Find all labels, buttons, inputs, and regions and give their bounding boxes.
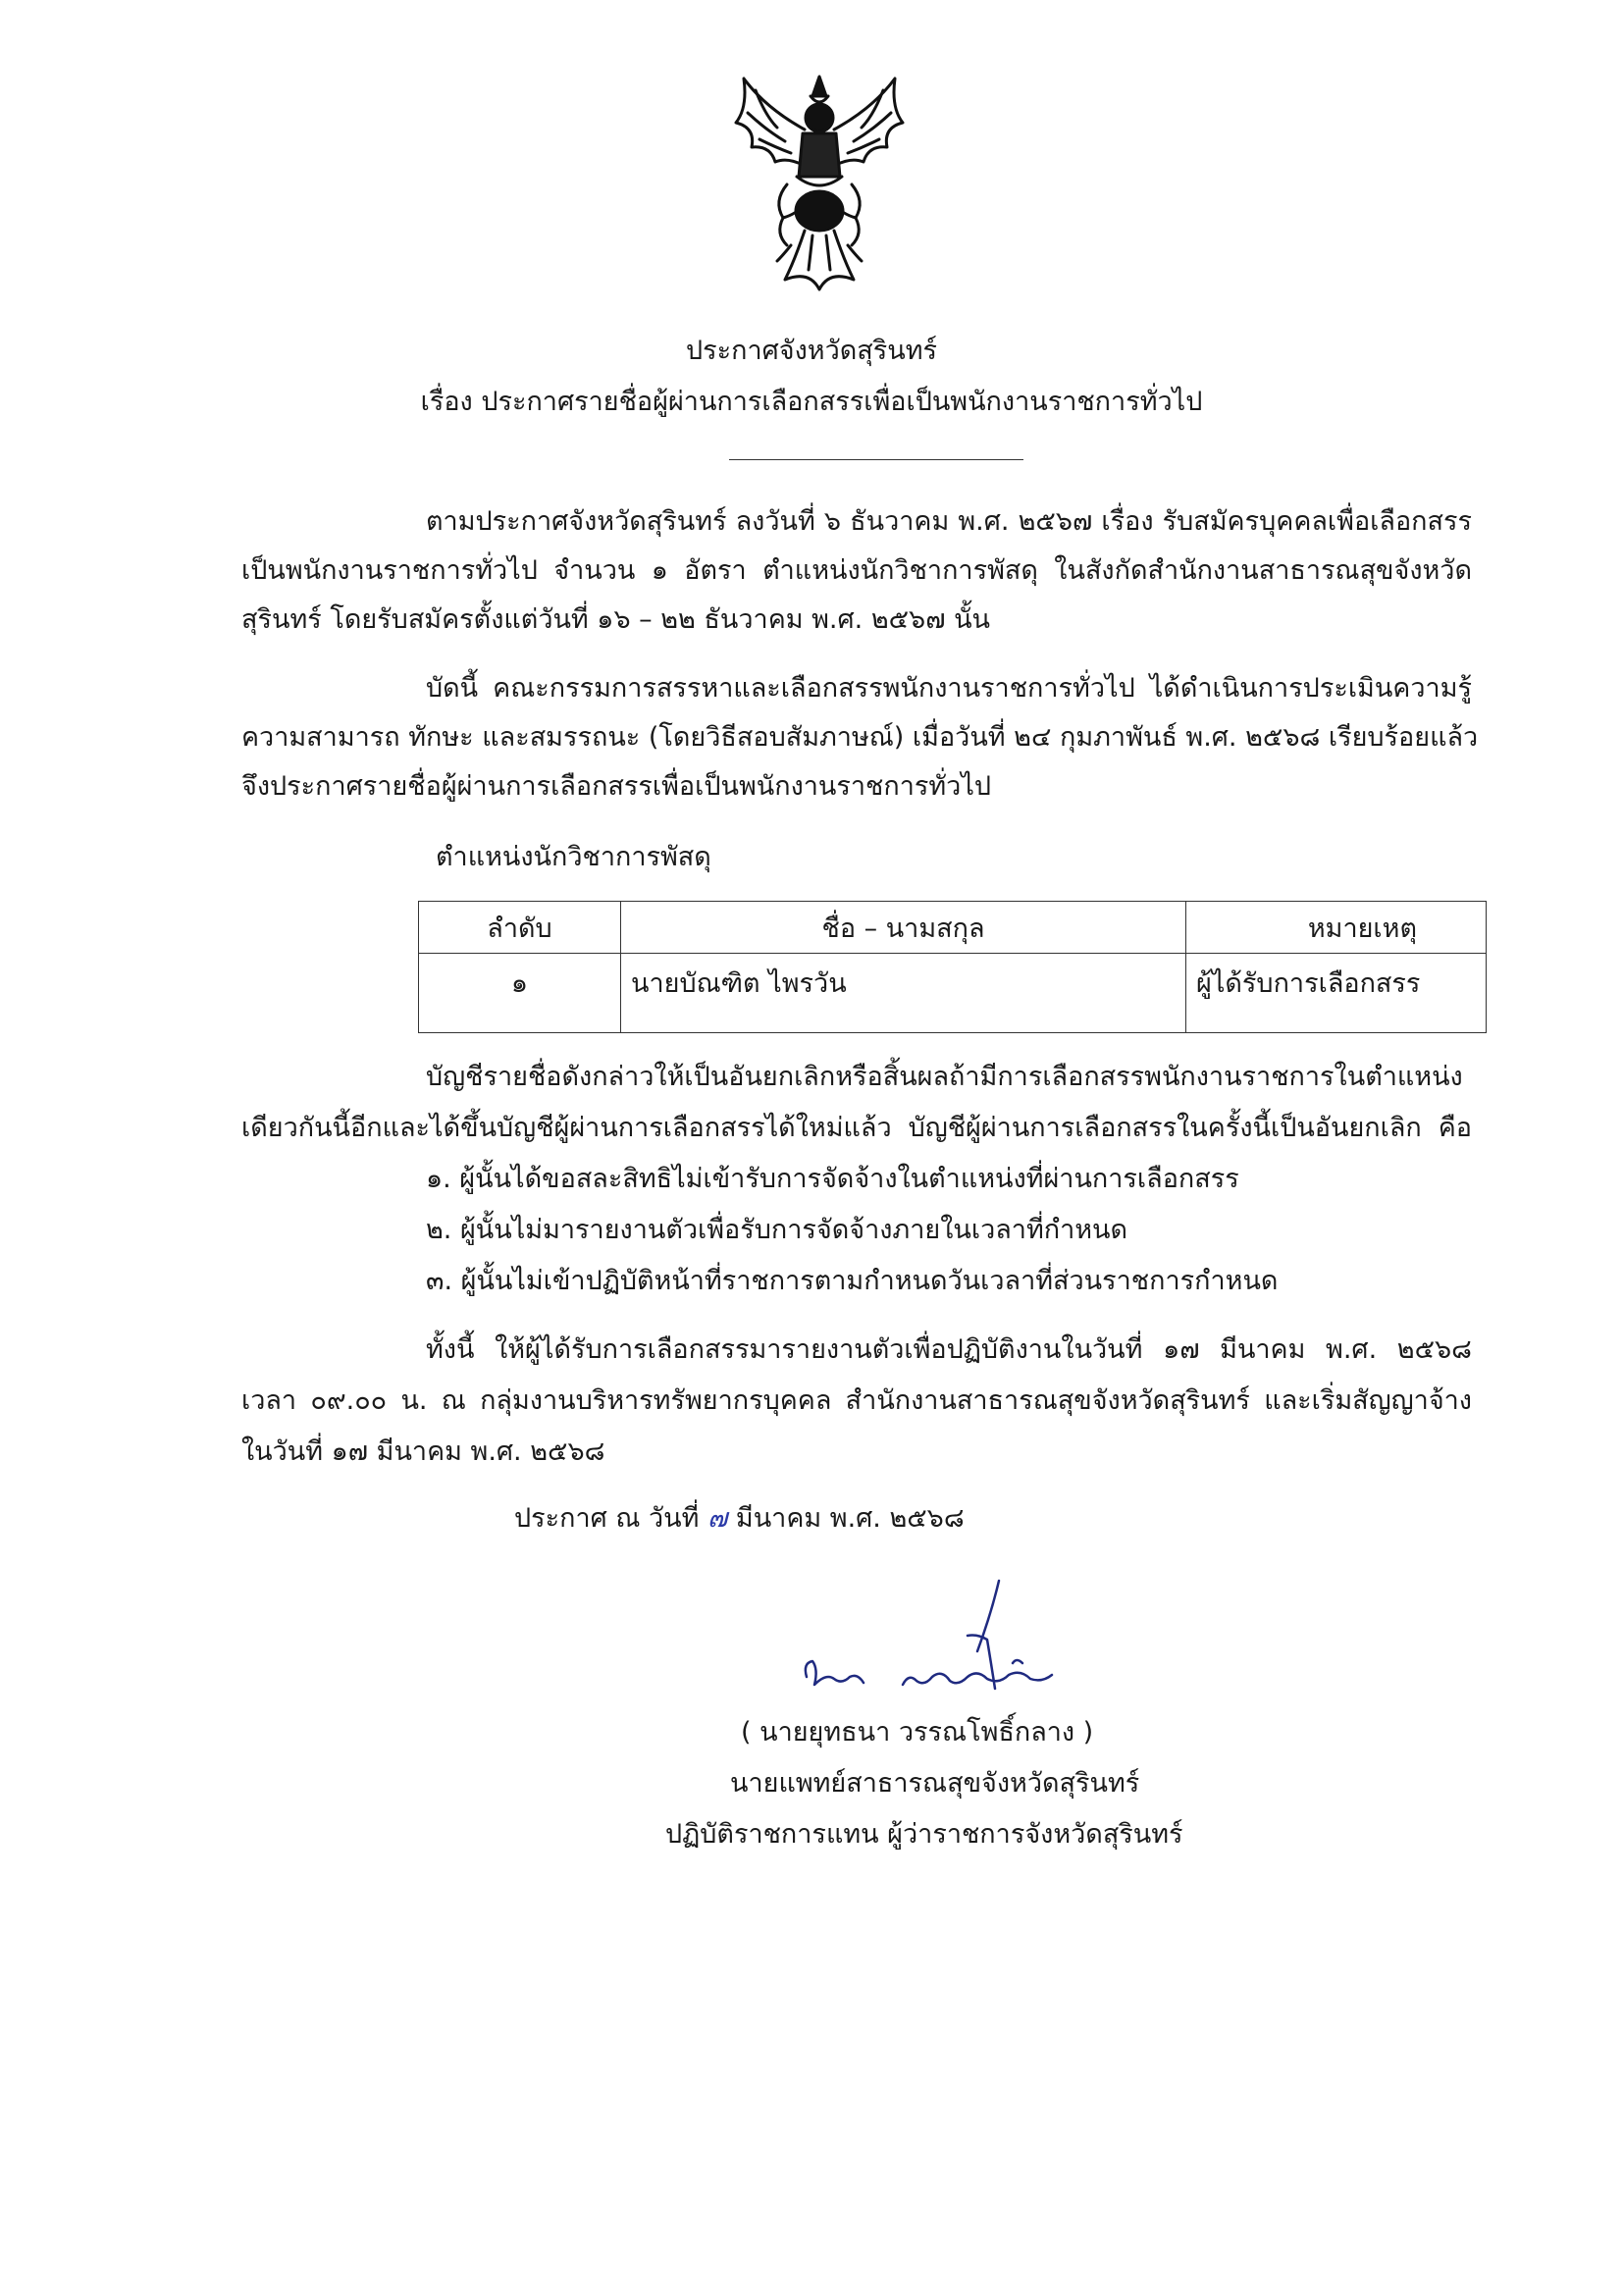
cell-order: ๑ xyxy=(419,954,621,1033)
col-header-order: ลำดับ xyxy=(419,902,621,954)
para2-line3: จึงประกาศรายชื่อผู้ผ่านการเลือกสรรเพื่อเป็นพนักงานราชการทั่วไป xyxy=(241,771,992,802)
cell-note: ผู้ได้รับการเลือกสรร xyxy=(1186,954,1487,1033)
position-heading: ตำแหน่งนักวิชาการพัสดุ xyxy=(436,842,711,872)
list-item: ๓. ผู้นั้นไม่เข้าปฏิบัติหน้าที่ราชการตามกำหนดวันเวลาที่ส่วนราชการกำหนด xyxy=(426,1266,1279,1296)
table-header-row xyxy=(419,902,1487,954)
para4-line2: เวลา ๐๙.๐๐ น. ณ กลุ่มงานบริหารทรัพยากรบุคคล สำนักงานสาธารณสุขจังหวัดสุรินทร์ และเริ่มสัญญาจ้าง xyxy=(241,1385,1472,1416)
cell-name: นายบัณฑิต ไพรวัน xyxy=(621,954,1186,1033)
para4-line3: ในวันที่ ๑๗ มีนาคม พ.ศ. ๒๕๖๘ xyxy=(241,1436,605,1467)
table-row xyxy=(419,954,1487,1033)
signatory-acting-title: ปฏิบัติราชการแทน ผู้ว่าราชการจังหวัดสุรินทร์ xyxy=(665,1819,1183,1850)
announcement-subject: เรื่อง ประกาศรายชื่อผู้ผ่านการเลือกสรรเพื่อเป็นพนักงานราชการทั่วไป xyxy=(420,387,1203,417)
garuda-emblem-icon xyxy=(726,69,913,294)
list-item: ๑. ผู้นั้นได้ขอสละสิทธิไม่เข้ารับการจัดจ้างในตำแหน่งที่ผ่านการเลือกสรร xyxy=(426,1164,1239,1194)
list-item: ๒. ผู้นั้นไม่มารายงานตัวเพื่อรับการจัดจ้างภายในเวลาที่กำหนด xyxy=(426,1215,1128,1245)
announce-date-suffix: มีนาคม พ.ศ. ๒๕๖๘ xyxy=(727,1503,965,1534)
para4-line1: ทั้งนี้ ให้ผู้ได้รับการเลือกสรรมารายงานตัวเพื่อปฏิบัติงานในวันที่ ๑๗ มีนาคม พ.ศ. ๒๕๖๘ xyxy=(426,1334,1472,1365)
header-divider xyxy=(729,459,1023,460)
para2-line2: ความสามารถ ทักษะ และสมรรถนะ (โดยวิธีสอบสัมภาษณ์) เมื่อวันที่ ๒๔ กุมภาพันธ์ พ.ศ. ๒๕๖๘ เรียบร้อยแล้ว xyxy=(241,722,1479,753)
para1-line1: ตามประกาศจังหวัดสุรินทร์ ลงวันที่ ๖ ธันวาคม พ.ศ. ๒๕๖๗ เรื่อง รับสมัครบุคคลเพื่อเลือกสรร xyxy=(426,506,1472,537)
announcement-title: ประกาศจังหวัดสุรินทร์ xyxy=(685,336,938,366)
col-header-name: ชื่อ – นามสกุล xyxy=(621,902,1186,954)
announce-date xyxy=(514,1501,965,1537)
signatory-title: นายแพทย์สาธารณสุขจังหวัดสุรินทร์ xyxy=(730,1768,1140,1799)
announce-date-prefix: ประกาศ ณ วันที่ xyxy=(514,1503,708,1534)
para1-line3: สุรินทร์ โดยรับสมัครตั้งแต่วันที่ ๑๖ – ๒๒ ธันวาคม พ.ศ. ๒๕๖๗ นั้น xyxy=(241,604,990,635)
announce-date-day: ๗ xyxy=(707,1503,728,1534)
para2-line1: บัดนี้ คณะกรรมการสรรหาและเลือกสรรพนักงานราชการทั่วไป ได้ดำเนินการประเมินความรู้ xyxy=(426,673,1472,704)
signature-mark xyxy=(785,1575,1109,1717)
para1-line2: เป็นพนักงานราชการทั่วไป จำนวน ๑ อัตรา ตำแหน่งนักวิชาการพัสดุ ในสังกัดสำนักงานสาธารณสุขจังหวัด xyxy=(241,555,1472,586)
col-header-note: หมายเหตุ xyxy=(1186,902,1487,954)
para3-line1: บัญชีรายชื่อดังกล่าวให้เป็นอันยกเลิกหรือสิ้นผลถ้ามีการเลือกสรรพนักงานราชการในตำแหน่ง xyxy=(426,1062,1463,1092)
selection-result-table xyxy=(418,901,1487,1033)
signatory-name: ( นายยุทธนา วรรณโพธิ์กลาง ) xyxy=(741,1717,1094,1748)
para3-line2: เดียวกันนี้อีกและได้ขึ้นบัญชีผู้ผ่านการเลือกสรรได้ใหม่แล้ว บัญชีผู้ผ่านการเลือกสรรในครั้งนี้เป็นอันยกเลิก คือ xyxy=(241,1113,1472,1143)
